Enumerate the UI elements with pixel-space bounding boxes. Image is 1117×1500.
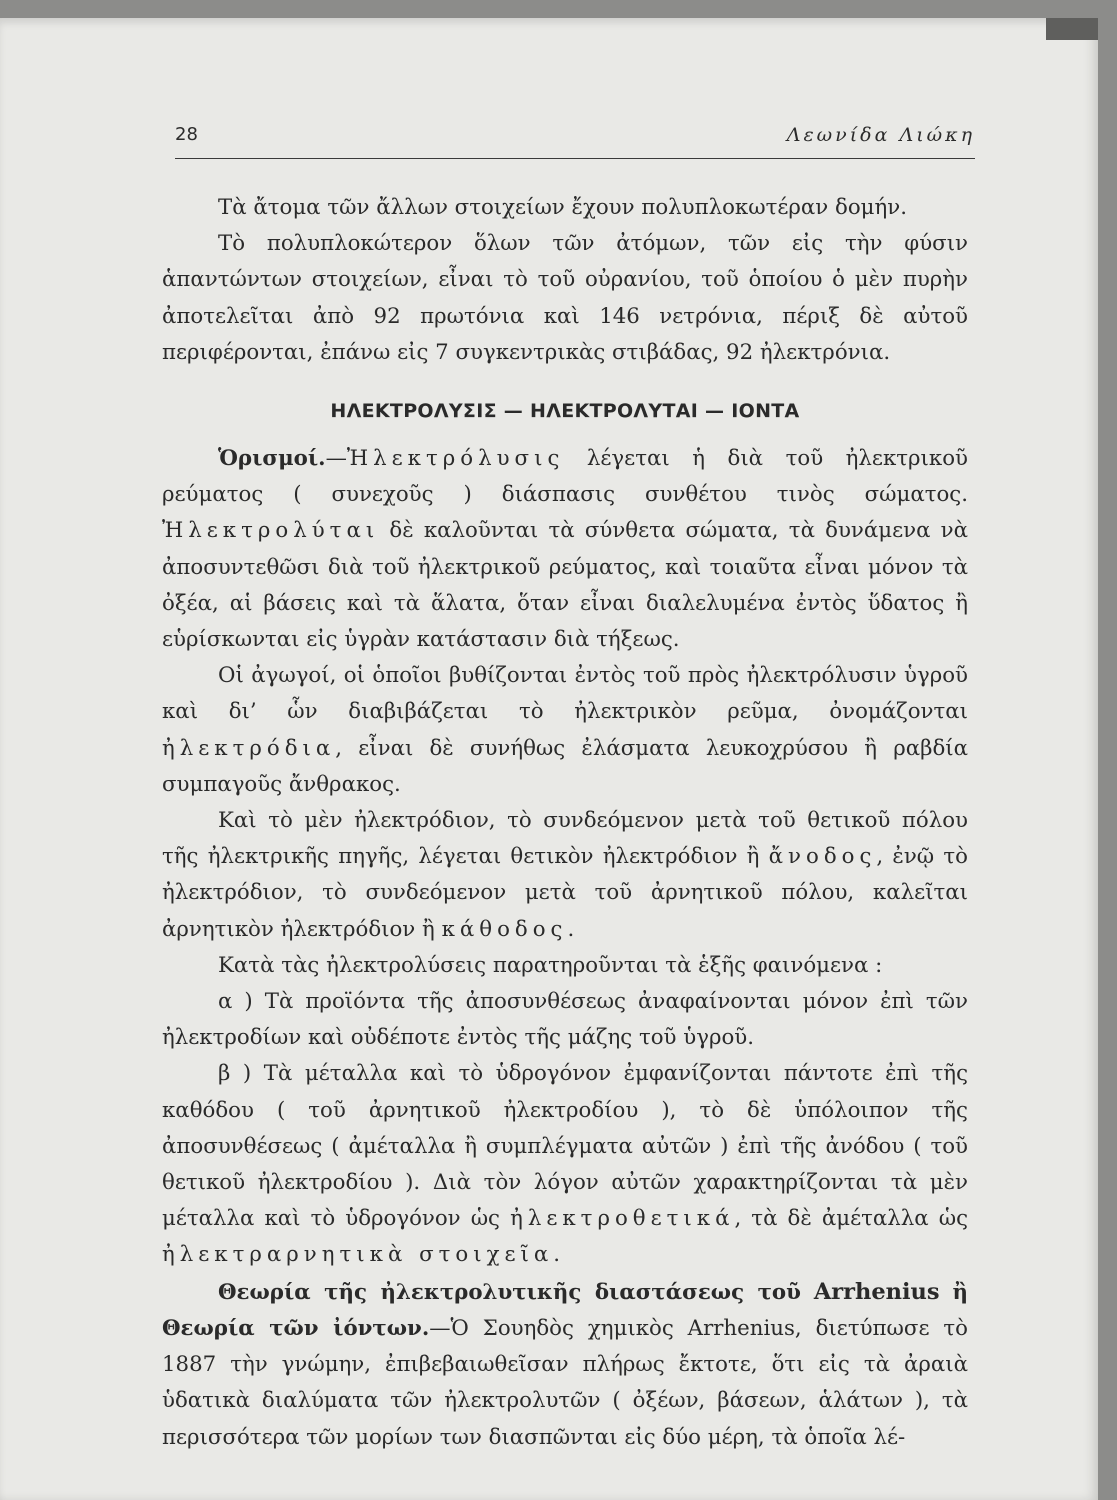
list-item-b: β ) Τὰ μέταλλα καὶ τὸ ὑδρογόνον ἐμφανίζονται πάντοτε ἐπὶ τῆς καθόδου ( τοῦ ἀρνητικοῦ ἠλεκτροδίου ), τὸ δὲ ὑπόλοιπον τῆς ἀποσυνθέσεως ( ἀμέταλλα ἢ συμπλέγματα αὐτῶν ) ἐπὶ τῆς ἀνόδου ( τοῦ θετικοῦ ἠλεκτροδίου ). Διὰ τὸν λόγον αὐτῶν χαρακτηρίζονται τὰ μὲν μέταλλα καὶ τὸ ὑδρογόνον ὡς ἠλεκτροθετικά, τὰ δὲ ἀμέταλλα ὡς ἠλεκτραρνητικὰ στοιχεῖα.	[162, 1061, 968, 1268]
arrhenius-heading: Θεωρία τῆς ἠλεκτρολυτικῆς διαστάσεως τοῦ	[218, 1279, 801, 1305]
paragraph-anode-cathode: Καὶ τὸ μὲν ἠλεκτρόδιον, τὸ συνδεόμενον μετὰ τοῦ θετικοῦ πόλου τῆς ἠλεκτρικῆς πηγῆς, λέγεται θετικὸν ἠλεκτρόδιον ἢ ἄνοδος, ἐνῷ τὸ ἠλεκτρόδιον, τὸ συνδεόμενον μετὰ τοῦ ἀρνητικοῦ πόλου, καλεῖται ἀρνητικὸν ἠλεκτρόδιον ἢ κάθοδος.	[162, 808, 969, 942]
section-heading: ΗΛΕΚΤΡΟΛΥΣΙΣ — ΗΛΕΚΤΡΟΛΥΤΑΙ — ΙΟΝΤΑ	[330, 400, 800, 423]
scan-corner-shadow	[1046, 18, 1098, 40]
paragraph: Κατὰ τὰς ἠλεκτρολύσεις παρατηροῦνται τὰ ἑξῆς φαινόμενα :	[218, 952, 883, 978]
page-number: 28	[175, 124, 198, 145]
paragraph: Τὸ πολυπλοκώτερον ὅλων τῶν ἀτόμων, τῶν εἰς τὴν φύσιν ἁπαντώντων στοιχείων, εἶναι τὸ τοῦ οὐρανίου, τοῦ ὁποίου ὁ μὲν πυρὴν ἀποτελεῖται ἀπὸ 92 πρωτόνια καὶ 146 νετρόνια, πέριξ δὲ αὐτοῦ περιφέρονται, ἐπάνω εἰς 7 συγκεντρικὰς στιβάδας, 92 ἠλεκτρόνια.	[162, 231, 968, 365]
term-cathode: κάθοδος	[441, 916, 568, 942]
definitions-lead: Ὁρισμοί.	[218, 446, 326, 472]
list-item-a: α ) Τὰ προϊόντα τῆς ἀποσυνθέσεως ἀναφαίνονται μόνον ἐπὶ τῶν ἠλεκτροδίων καὶ οὐδέποτε ἐντὸς τῆς μάζης τοῦ ὑγροῦ.	[162, 989, 968, 1051]
em-dash: —	[429, 1315, 451, 1341]
header-rule	[175, 158, 975, 159]
book-page	[0, 18, 1098, 1500]
term-anode: ἄνοδος	[768, 844, 877, 870]
term-electrodes: ἠλεκτρόδια	[162, 735, 336, 761]
em-dash: —	[325, 446, 347, 472]
term-electropositive: ἠλεκτροθετικά	[510, 1206, 735, 1232]
arrhenius-name: Arrhenius	[813, 1278, 940, 1305]
paragraph-electrodes: Οἱ ἀγωγοί, οἱ ὁποῖοι βυθίζονται ἐντὸς τοῦ πρὸς ἠλεκτρόλυσιν ὑγροῦ καὶ δι’ ὧν διαβιβάζεται τὸ ἠλεκτρικὸν ρεῦμα, ὀνομάζονται ἠλεκτρόδια, εἶναι δὲ συνήθως ἐλάσματα λευκοχρύσου ἢ ραβδία συμπαγοῦς ἄνθρακος.	[162, 663, 968, 797]
paragraph: Τὰ ἄτομα τῶν ἄλλων στοιχείων ἔχουν πολυπλοκωτέραν δομήν.	[218, 195, 907, 220]
term-electronegative: ἠλεκτραρνητικὰ στοιχεῖα	[162, 1242, 554, 1268]
paragraph-definitions: Ὁρισμοί.—Ἠλεκτρόλυσις λέγεται ἡ διὰ τοῦ ἠλεκτρικοῦ ρεύματος ( συνεχοῦς ) διάσπασις συνθέτου τινὸς σώματος. Ἠλεκτρολύται δὲ καλοῦνται τὰ σύνθετα σώματα, τὰ δυνάμενα νὰ ἀποσυντεθῶσι διὰ τοῦ ἠλεκτρικοῦ ρεύματος, καὶ τοιαῦτα εἶναι μόνον τὰ ὀξέα, αἱ βάσεις καὶ τὰ ἅλατα, ὅταν εἶναι διαλελυμένα ἐντὸς ὕδατος ἢ εὑρίσκωνται εἰς ὑγρὰν κατάστασιν διὰ τήξεως.	[162, 446, 968, 653]
page-header	[175, 114, 975, 154]
term-electrolysis: Ἠλεκτρόλυσις	[346, 446, 565, 472]
ion-theory-heading: ἢ Θεωρία τῶν ἰόντων.	[162, 1279, 968, 1341]
page-body	[162, 190, 968, 1456]
paragraph-arrhenius: Θεωρία τῆς ἠλεκτρολυτικῆς διαστάσεως τοῦ Arrhenius ἢ Θεωρία τῶν ἰόντων.—Ὁ Σουηδὸς χημικὸς Arrhenius, διετύπωσε τὸ 1887 τὴν γνώμην, ἐπιβεβαιωθεῖσαν πλήρως ἔκτοτε, ὅτι εἰς τὰ ἀραιὰ ὑδατικὰ διαλύματα τῶν ἠλεκτρολυτῶν ( ὀξέων, βάσεων, ἁλάτων ), τὰ περισσότερα τῶν μορίων των διασπῶνται εἰς δύο μέρη, τὰ ὁποῖα λέ-	[162, 1278, 969, 1450]
running-title: Λεωνίδα Λιώκη	[786, 124, 975, 146]
term-electrolytes: Ἠλεκτρολύται	[162, 518, 380, 544]
